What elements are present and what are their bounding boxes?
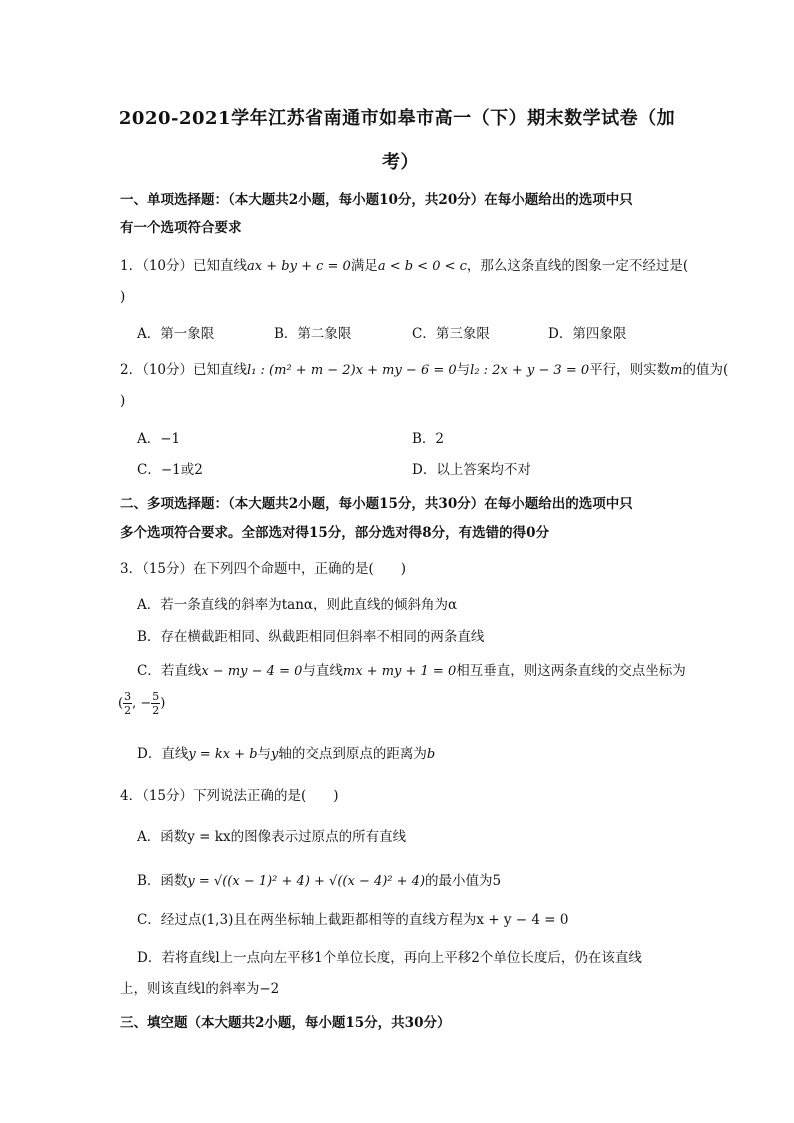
q2-suffix2: 的值为(: [682, 362, 729, 378]
q4-option-b: [137, 869, 501, 889]
q1-option-c: C．第三象限: [412, 326, 490, 342]
q2-line-l1: l₁ : (m² + m − 2)x + my − 6 = 0: [247, 363, 457, 378]
q1-option-d: D．第四象限: [548, 326, 627, 342]
page-title-line1: 2020-2021学年江苏省南通市如皋市高一（下）期末数学试卷（加: [118, 108, 676, 129]
q3-c-prefix: C．若直线: [137, 663, 202, 679]
q3-d-suffix: 轴的交点到原点的距离为: [278, 746, 427, 762]
q3-d-end: b: [426, 747, 436, 762]
q4-option-d: D．若将直线l上一点向左平移1个单位长度，再向上平移2个单位长度后，仍在该直线: [137, 950, 642, 966]
q1-equation: ax + by + c = 0: [247, 259, 351, 274]
q2-option-b: B．2: [412, 431, 445, 447]
q1-prefix: 1．（10分）已知直线: [120, 258, 248, 274]
q1-condition: a < b < 0 < c: [377, 259, 467, 274]
q3-c-suffix: 相互垂直，则这两条直线的交点坐标为: [456, 663, 686, 679]
section-1-heading: 一、单项选择题：（本大题共2小题，每小题10分，共20分）在每小题给出的选项中只: [120, 192, 633, 208]
q2-prefix: 2．（10分）已知直线: [120, 362, 248, 378]
q4-option-a: A．函数y = kx的图像表示过原点的所有直线: [137, 829, 407, 845]
q2-option-c: C．−1或2: [137, 462, 203, 478]
q3-option-b: B．存在横截距相同、纵截距相同但斜率不相同的两条直线: [137, 629, 485, 645]
q2-suffix1: 平行，则实数: [589, 362, 671, 378]
q3-d-prefix: D．直线: [137, 746, 189, 762]
q1-close-paren: ): [120, 289, 126, 305]
question-1-stem: [120, 254, 688, 274]
q1-suffix: ，那么这条直线的图象一定不经过是(: [466, 258, 689, 274]
q3-option-c: [137, 659, 686, 679]
question-2-stem: [120, 358, 728, 378]
q3-d-var: y: [271, 747, 279, 762]
q2-line-l2: l₂ : 2x + y − 3 = 0: [470, 363, 590, 378]
section-2-heading: 二、多项选择题：（本大题共2小题，每小题15分，共30分）在每小题给出的选项中只: [120, 496, 633, 512]
q3-c-coordinate: ( $\frac{3}{2}$ , − $\frac{5}{2}$ ): [118, 690, 166, 717]
q2-mid: 与: [456, 362, 471, 378]
q3-d-eq: y = kx + b: [188, 747, 258, 762]
q3-c-mid: 与直线: [302, 663, 343, 679]
q3-c-eq2: mx + my + 1 = 0: [342, 664, 457, 679]
q1-option-a: A．第一象限: [137, 326, 215, 342]
q4-option-d-cont: 上，则该直线l的斜率为−2: [120, 981, 280, 997]
section-1-heading-cont: 有一个选项符合要求: [120, 220, 242, 236]
q3-c-fraction-1: $\frac{3}{2}$: [124, 690, 132, 717]
question-4-stem: 4．（15分）下列说法正确的是( ): [120, 788, 339, 804]
section-3-heading: 三、填空题（本大题共2小题，每小题15分，共30分）: [120, 1015, 451, 1031]
q2-close-paren: ): [120, 393, 126, 409]
q4-option-c: C．经过点(1,3)且在两坐标轴上截距都相等的直线方程为x + y − 4 = 0: [137, 912, 569, 928]
q2-option-d: D．以上答案均不对: [412, 462, 531, 478]
q2-option-a: A．−1: [137, 431, 181, 447]
q3-option-d: [137, 742, 435, 762]
q1-mid: 满足: [350, 258, 378, 274]
q2-var: m: [670, 363, 683, 378]
q1-option-b: B．第二象限: [274, 326, 352, 342]
question-3-stem: 3．（15分）在下列四个命题中，正确的是( ): [120, 561, 407, 577]
q3-option-a: A．若一条直线的斜率为tanα，则此直线的倾斜角为α: [137, 597, 458, 613]
page-title-line2: 考）: [382, 152, 419, 173]
section-2-heading-cont: 多个选项符合要求。全部选对得15分，部分选对得8分，有选错的得0分: [120, 525, 550, 541]
q4-b-eq: y = √((x − 1)² + 4) + √((x − 4)² + 4): [187, 874, 426, 889]
q4-b-prefix: B．函数: [137, 873, 188, 889]
q3-d-mid: 与: [257, 746, 272, 762]
q3-c-eq1: x − my − 4 = 0: [201, 664, 303, 679]
q3-c-fraction-2: $\frac{5}{2}$: [152, 690, 160, 717]
q4-b-suffix: 的最小值为5: [425, 873, 502, 889]
